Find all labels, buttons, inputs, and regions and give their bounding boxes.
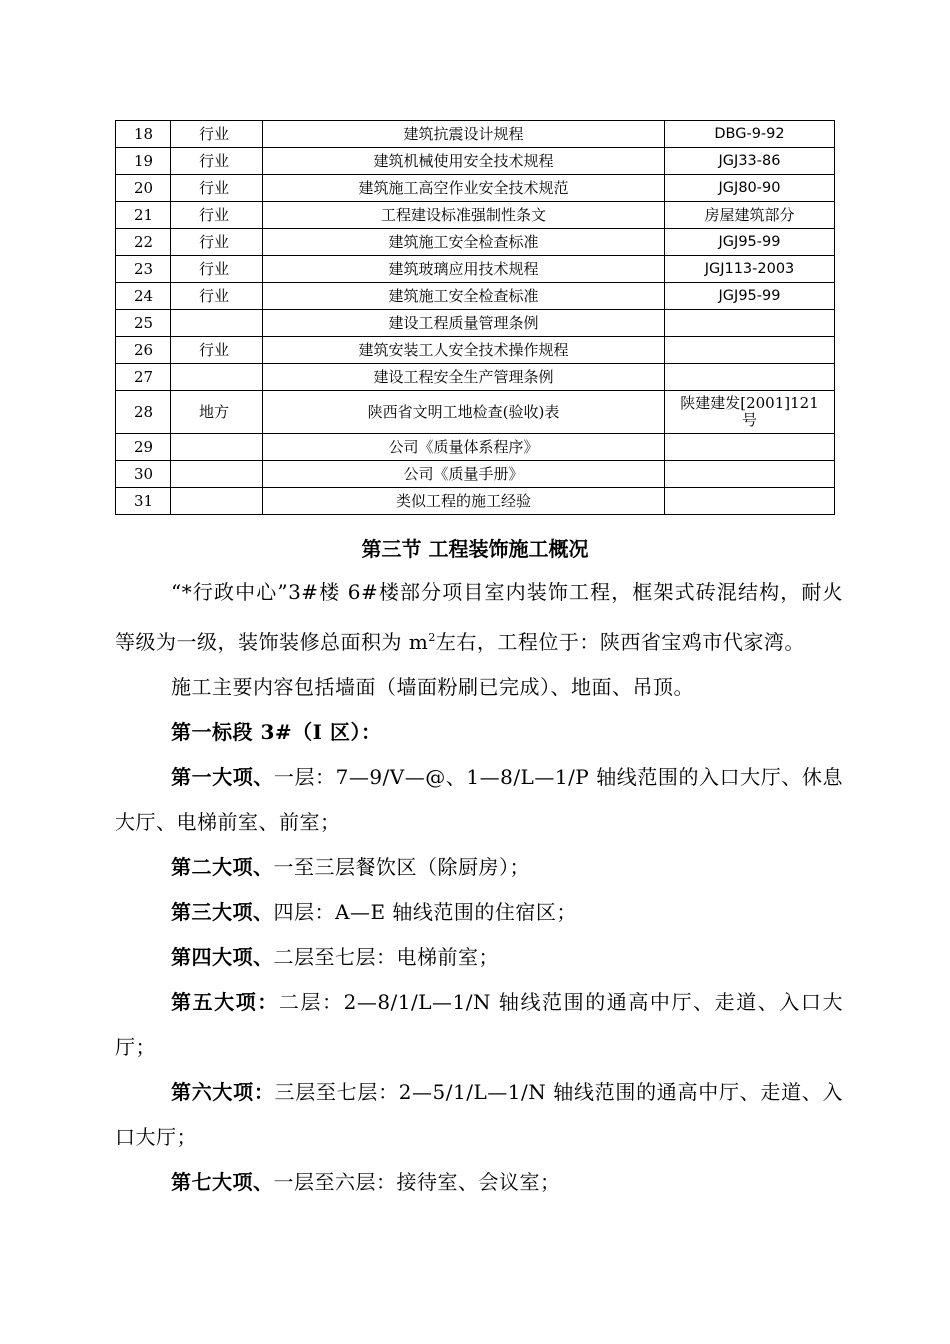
row-standard-code: 房屋建筑部分	[665, 202, 835, 229]
item-paragraph	[115, 1160, 843, 1205]
row-standard-name: 建筑玻璃应用技术规程	[263, 256, 665, 283]
item-label: 第七大项、	[171, 1170, 274, 1194]
table-row	[116, 283, 835, 310]
item-label: 第一大项、	[171, 765, 274, 789]
row-category: 行业	[171, 283, 263, 310]
row-number: 29	[116, 434, 171, 461]
row-standard-code: JGJ95-99	[665, 229, 835, 256]
row-category: 行业	[171, 121, 263, 148]
intro-paragraph	[115, 570, 843, 665]
row-standard-code	[665, 488, 835, 515]
row-category: 地方	[171, 391, 263, 434]
subsection-heading	[115, 710, 843, 755]
item-text: 四层：A—E 轴线范围的住宿区；	[273, 900, 577, 924]
item-label: 第六大项：	[171, 1080, 275, 1104]
item-paragraph	[115, 845, 843, 890]
row-category	[171, 364, 263, 391]
row-category: 行业	[171, 337, 263, 364]
row-standard-code	[665, 310, 835, 337]
item-text: 一层：7—9/V—@、1—8/L—1/P 轴线范围的入口大厅、休息大厅、电梯前室、前室；	[115, 765, 843, 834]
row-number: 25	[116, 310, 171, 337]
row-number: 24	[116, 283, 171, 310]
row-number: 31	[116, 488, 171, 515]
row-standard-code	[665, 391, 835, 434]
table-row	[116, 337, 835, 364]
item-paragraph	[115, 980, 843, 1070]
subsection-heading-text: 第一标段 3#（I 区）：	[171, 720, 382, 744]
row-number: 30	[116, 461, 171, 488]
item-label: 第五大项：	[171, 990, 279, 1014]
row-category	[171, 434, 263, 461]
intro-text-a: “*行政中心”3#楼 6#楼部分项目室内装饰工程，框架式砖混结构，耐火等级为一级，装饰装修总面积为 m	[115, 580, 843, 654]
row-number: 27	[116, 364, 171, 391]
row-category	[171, 488, 263, 515]
scope-paragraph: 施工主要内容包括墙面（墙面粉刷已完成）、地面、吊顶。	[171, 675, 694, 699]
row-category: 行业	[171, 229, 263, 256]
table-row	[116, 148, 835, 175]
row-category: 行业	[171, 256, 263, 283]
standards-table	[115, 120, 835, 515]
table-row	[116, 364, 835, 391]
row-number: 23	[116, 256, 171, 283]
item-paragraph	[115, 755, 843, 845]
table-row	[116, 310, 835, 337]
intro-text-b: 左右，工程位于：陕西省宝鸡市代家湾。	[435, 630, 805, 654]
item-text: 二层：2—8/1/L—1/N 轴线范围的通高中厅、走道、入口大厅；	[115, 990, 843, 1059]
row-category	[171, 461, 263, 488]
item-text: 一至三层餐饮区（除厨房）；	[273, 855, 530, 879]
table-row	[116, 202, 835, 229]
row-standard-code-line1: 陕建建发[2001]121	[680, 394, 819, 412]
item-text: 一层至六层：接待室、会议室；	[273, 1170, 561, 1194]
row-standard-name: 建筑安装工人安全技术操作规程	[263, 337, 665, 364]
item-text: 二层至七层：电梯前室；	[273, 945, 499, 969]
section-body	[115, 570, 843, 1205]
row-number: 18	[116, 121, 171, 148]
table-row	[116, 391, 835, 434]
item-paragraph	[115, 890, 843, 935]
item-text: 三层至七层：2—5/1/L—1/N 轴线范围的通高中厅、走道、入口大厅；	[115, 1080, 843, 1149]
table-row	[116, 175, 835, 202]
item-paragraph	[115, 935, 843, 980]
item-paragraph	[115, 1070, 843, 1160]
row-number: 21	[116, 202, 171, 229]
row-standard-name: 工程建设标准强制性条文	[263, 202, 665, 229]
row-standard-name: 陕西省文明工地检查(验收)表	[263, 391, 665, 434]
row-standard-code: JGJ113-2003	[665, 256, 835, 283]
row-standard-name: 建筑施工安全检查标准	[263, 229, 665, 256]
row-standard-name: 建筑施工高空作业安全技术规范	[263, 175, 665, 202]
area-unit-superscript: 2	[428, 631, 436, 644]
row-standard-code	[665, 461, 835, 488]
row-category: 行业	[171, 202, 263, 229]
row-category: 行业	[171, 175, 263, 202]
row-standard-code	[665, 364, 835, 391]
row-standard-name: 建筑机械使用安全技术规程	[263, 148, 665, 175]
row-standard-name: 类似工程的施工经验	[263, 488, 665, 515]
table-row	[116, 461, 835, 488]
row-standard-name: 建筑施工安全检查标准	[263, 283, 665, 310]
standards-table-body	[116, 121, 835, 515]
row-number: 19	[116, 148, 171, 175]
row-category	[171, 310, 263, 337]
row-category: 行业	[171, 148, 263, 175]
row-number: 20	[116, 175, 171, 202]
item-label: 第三大项、	[171, 900, 274, 924]
row-standard-code	[665, 337, 835, 364]
row-number: 22	[116, 229, 171, 256]
row-standard-name: 建设工程安全生产管理条例	[263, 364, 665, 391]
row-number: 28	[116, 391, 171, 434]
row-standard-code-line2: 号	[741, 411, 757, 429]
item-label: 第二大项、	[171, 855, 274, 879]
row-standard-code: DBG-9-92	[665, 121, 835, 148]
item-label: 第四大项、	[171, 945, 274, 969]
row-standard-name: 公司《质量手册》	[263, 461, 665, 488]
row-standard-code: JGJ33-86	[665, 148, 835, 175]
row-standard-name: 建设工程质量管理条例	[263, 310, 665, 337]
section-title: 第三节 工程装饰施工概况	[361, 537, 589, 561]
row-standard-code: JGJ95-99	[665, 283, 835, 310]
table-row	[116, 434, 835, 461]
table-row	[116, 229, 835, 256]
row-standard-name: 建筑抗震设计规程	[263, 121, 665, 148]
table-row	[116, 488, 835, 515]
row-standard-code	[665, 434, 835, 461]
row-standard-code: JGJ80-90	[665, 175, 835, 202]
row-number: 26	[116, 337, 171, 364]
table-row	[116, 256, 835, 283]
table-row	[116, 121, 835, 148]
row-standard-name: 公司《质量体系程序》	[263, 434, 665, 461]
